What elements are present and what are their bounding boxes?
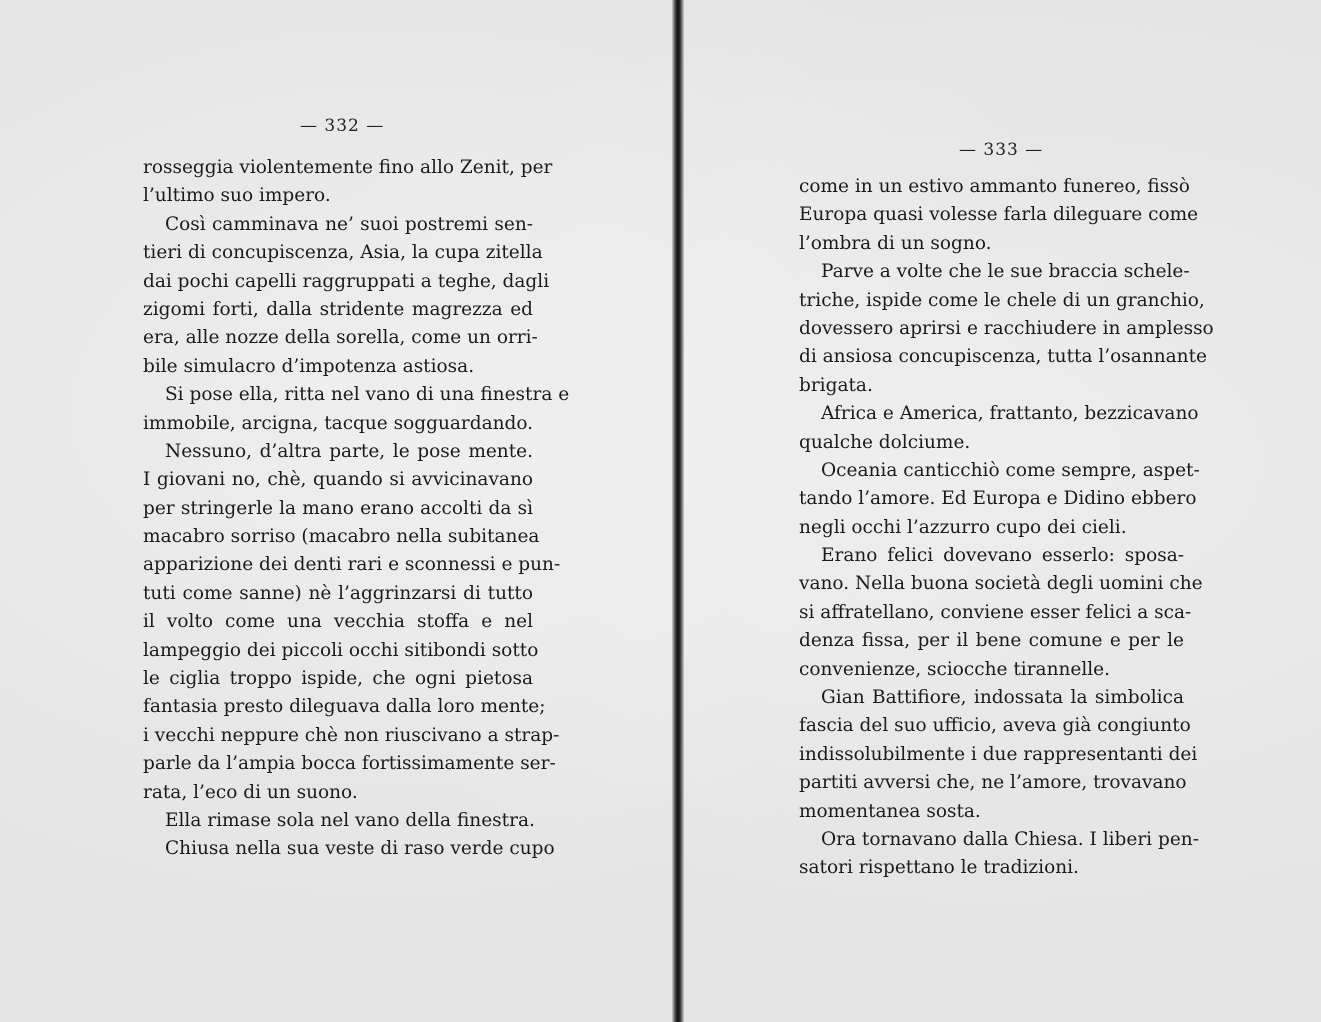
text-line: i vecchi neppure chè non riuscivano a strap-: [143, 724, 560, 746]
text-line: lampeggio dei piccoli occhi sitibondi sotto: [143, 639, 539, 661]
text-line: Così camminava ne’ suoi postremi sen-: [165, 213, 533, 235]
text-line: triche, ispide come le chele di un granchio,: [799, 289, 1205, 311]
text-line: fantasia presto dileguava dalla loro mente;: [143, 696, 546, 718]
page-number-right: — 333 —: [959, 140, 1044, 160]
text-line: Parve a volte che le sue braccia schele-: [821, 261, 1190, 283]
text-line: Erano felici dovevano esserlo: sposa-: [821, 545, 1184, 567]
text-line: dai pochi capelli raggruppati a teghe, dagli: [143, 270, 550, 292]
text-line: momentanea sosta.: [799, 800, 981, 822]
text-line: apparizione dei denti rari e sconnessi e pun-: [143, 554, 561, 576]
text-line: Nessuno, d’altra parte, le pose mente.: [165, 440, 533, 462]
text-line: negli occhi l’azzurro cupo dei cieli.: [799, 516, 1127, 538]
text-line: per stringerle la mano erano accolti da sì: [143, 497, 533, 519]
text-line: bile simulacro d’impotenza astiosa.: [143, 355, 475, 377]
text-line: fascia del suo ufficio, aveva già congiunto: [799, 715, 1191, 737]
text-line: Ora tornavano dalla Chiesa. I liberi pen-: [821, 828, 1199, 850]
page-number-left: — 332 —: [300, 116, 385, 136]
right-page-text: [799, 173, 1214, 883]
text-line: I giovani no, chè, quando si avvicinavano: [143, 469, 533, 491]
text-line: vano. Nella buona società degli uomini che: [799, 573, 1203, 595]
text-line: l’ultimo suo impero.: [143, 185, 331, 207]
text-line: Africa e America, frattanto, bezzicavano: [821, 403, 1199, 425]
text-line: tuti come sanne) nè l’aggrinzarsi di tutto: [143, 582, 533, 604]
text-line: si affratellano, conviene esser felici a sca-: [799, 601, 1192, 623]
text-line: satori rispettano le tradizioni.: [799, 857, 1079, 879]
text-line: il volto come una vecchia stoffa e nel: [143, 611, 533, 633]
text-line: Si pose ella, ritta nel vano di una finestra e: [165, 384, 570, 406]
right-page: [684, 0, 1321, 1022]
text-line: brigata.: [799, 374, 873, 396]
text-line: le ciglia troppo ispide, che ogni pietosa: [143, 668, 533, 690]
left-page-text: [143, 154, 570, 864]
text-line: di ansiosa concupiscenza, tutta l’osannante: [799, 346, 1207, 368]
text-line: rata, l’eco di un suono.: [143, 781, 358, 803]
text-line: partiti avversi che, ne l’amore, trovavano: [799, 772, 1187, 794]
text-line: zigomi forti, dalla stridente magrezza ed: [143, 298, 533, 320]
text-line: Gian Battifiore, indossata la simbolica: [821, 687, 1184, 709]
text-line: Chiusa nella sua veste di raso verde cupo: [165, 838, 555, 860]
text-line: indissolubilmente i due rappresentanti dei: [799, 743, 1198, 765]
text-line: immobile, arcigna, tacque sogguardando.: [143, 412, 534, 434]
text-line: tieri di concupiscenza, Asia, la cupa zitella: [143, 242, 543, 264]
book-gutter: [672, 0, 684, 1022]
text-line: dovessero aprirsi e racchiudere in amplesso: [799, 317, 1214, 339]
text-line: l’ombra di un sogno.: [799, 232, 992, 254]
text-line: qualche dolciume.: [799, 431, 971, 453]
text-line: Ella rimase sola nel vano della finestra.: [165, 809, 535, 831]
text-line: parle da l’ampia bocca fortissimamente ser-: [143, 753, 556, 775]
text-line: era, alle nozze della sorella, come un orri-: [143, 327, 538, 349]
text-line: macabro sorriso (macabro nella subitanea: [143, 526, 540, 548]
text-line: come in un estivo ammanto funereo, fissò: [799, 176, 1190, 197]
text-line: convenienze, sciocche tirannelle.: [799, 658, 1111, 680]
text-line: denza fissa, per il bene comune e per le: [799, 630, 1184, 652]
text-line: rosseggia violentemente fino allo Zenit, per: [143, 157, 553, 178]
text-line: Europa quasi volesse farla dileguare come: [799, 204, 1199, 226]
text-line: Oceania canticchiò come sempre, aspet-: [821, 459, 1200, 481]
text-line: tando l’amore. Ed Europa e Didino ebbero: [799, 488, 1197, 510]
